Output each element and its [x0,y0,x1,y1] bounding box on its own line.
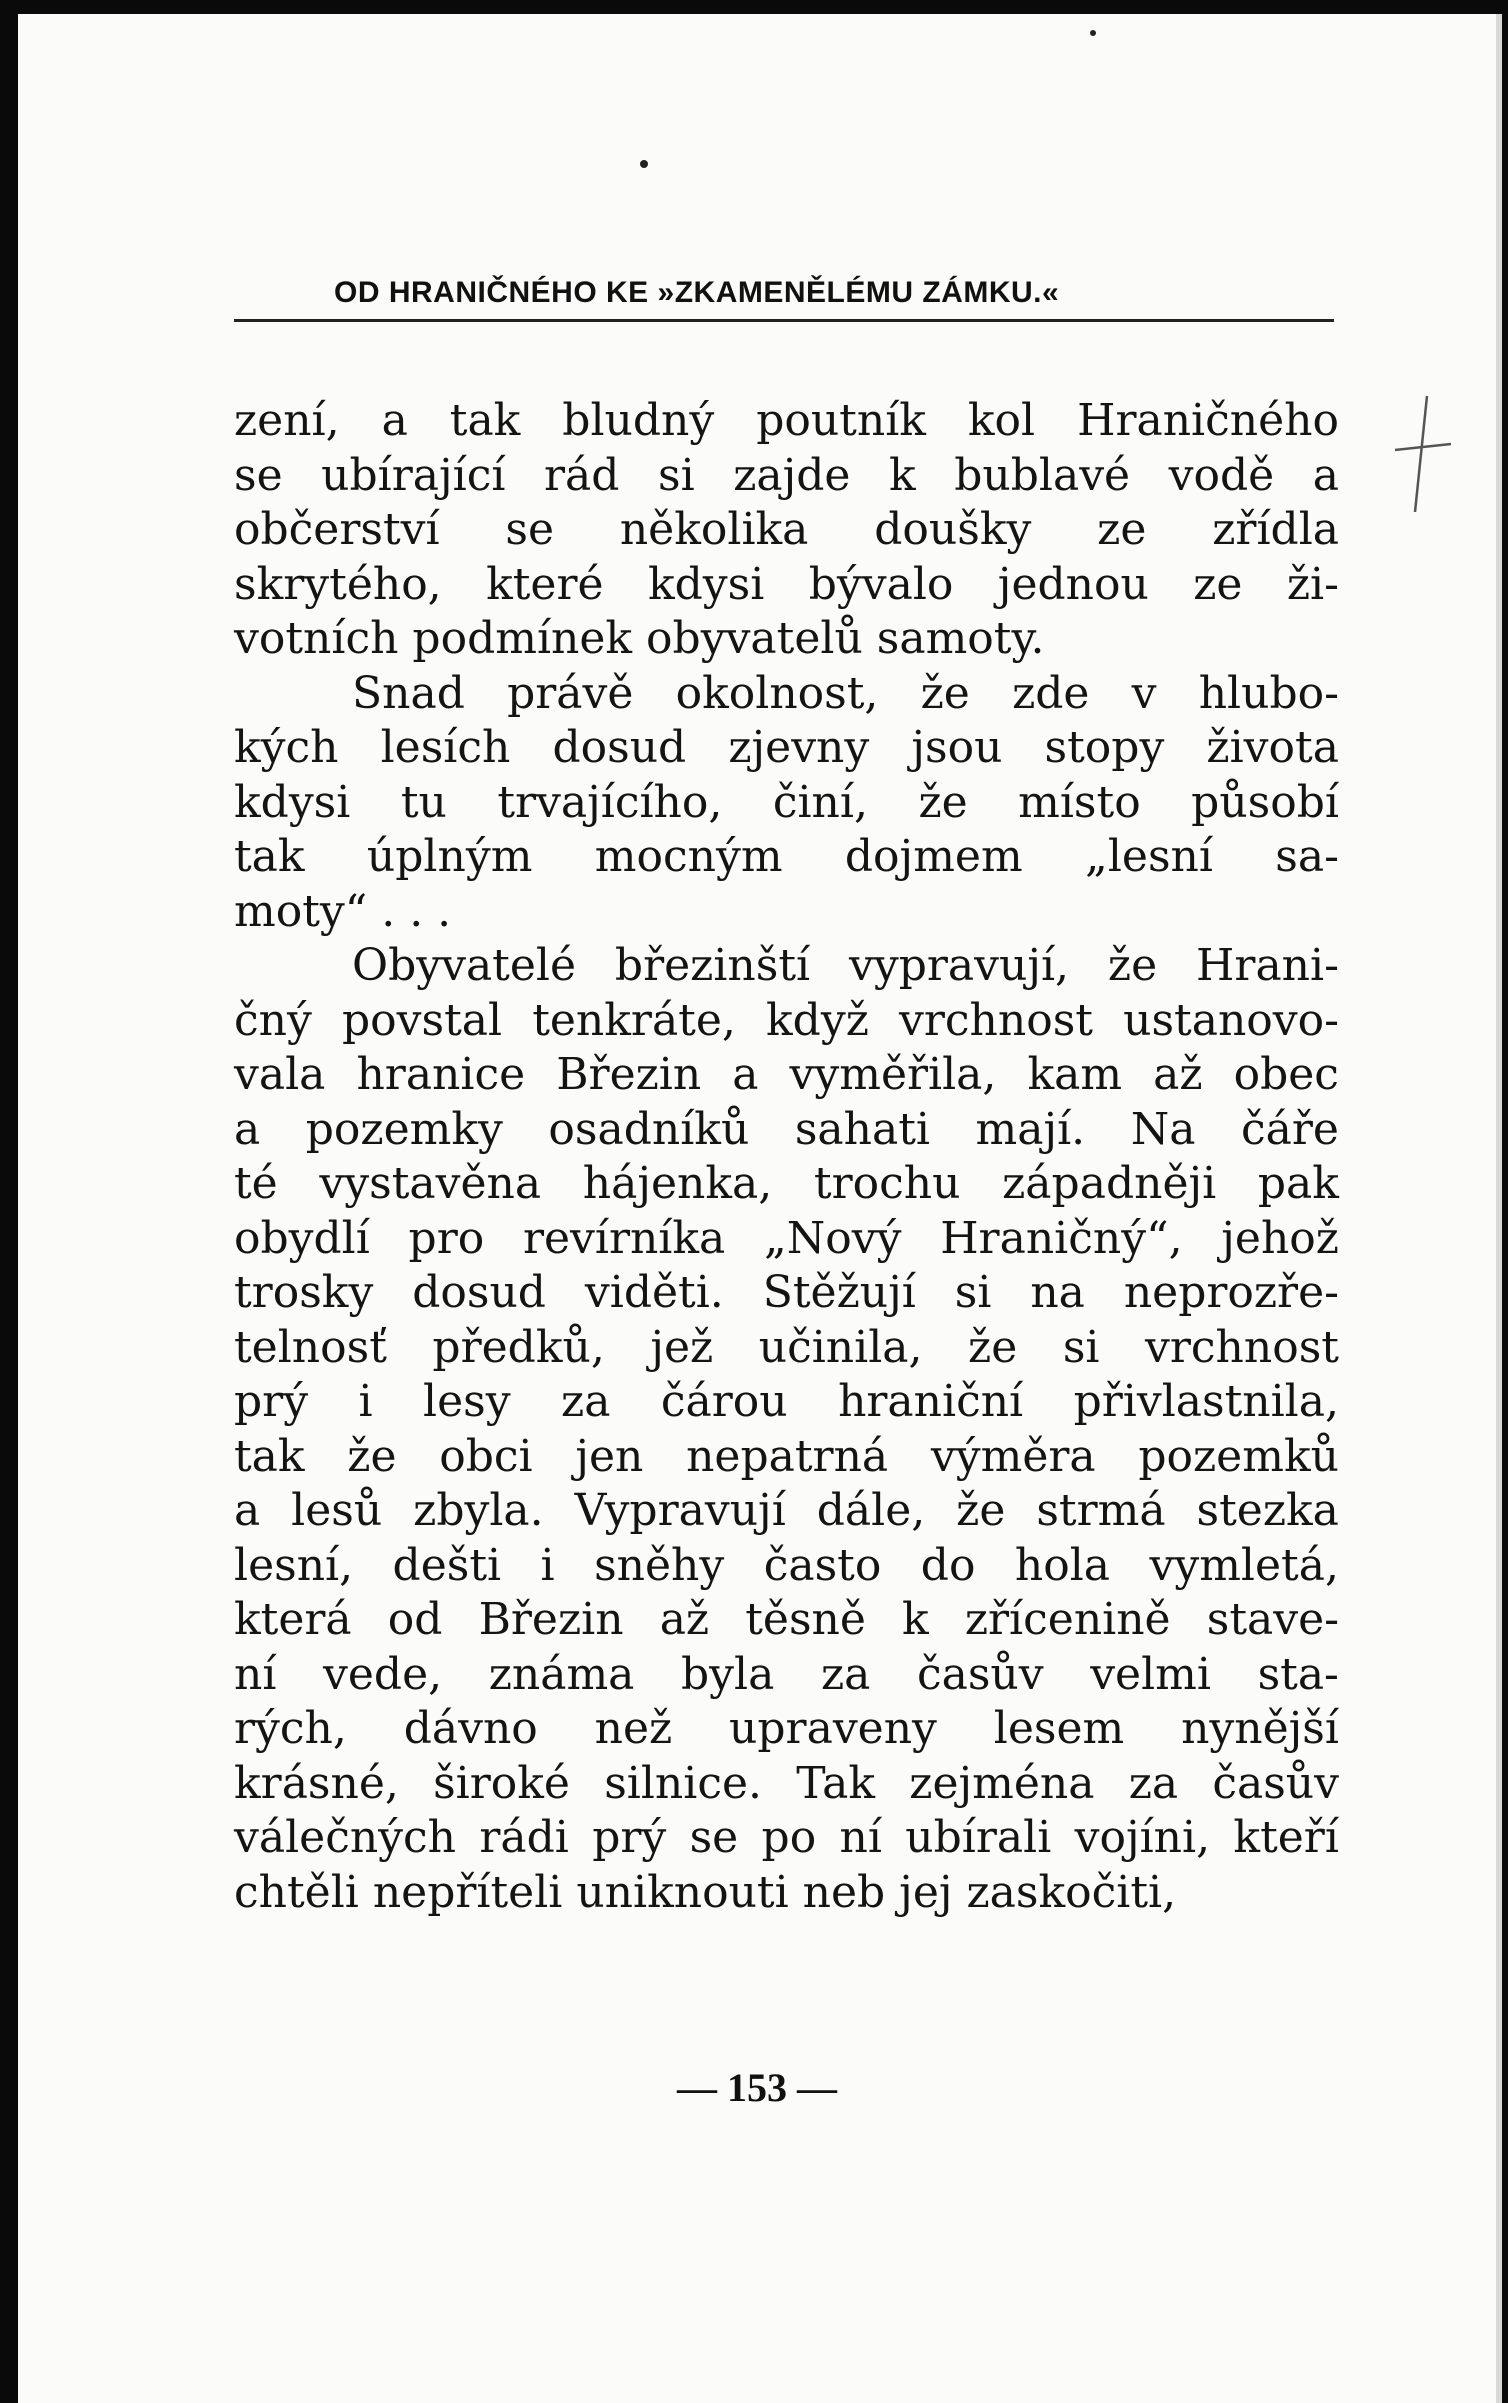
text-line: moty“ . . . [234,885,452,937]
ink-speck [1090,30,1096,36]
text-line: té vystavěna hájenka, trochu západněji pak [234,1158,1339,1209]
text-line: trosky dosud viděti. Stěžují si na neprozře- [234,1267,1339,1318]
text-line: Obyvatelé březinští vypravují, že Hrani- [352,940,1339,991]
text-line: krásné, široké silnice. Tak zejména za časův [234,1757,1339,1809]
text-line: a lesů zbyla. Vypravují dále, že strmá stezka [234,1485,1339,1536]
text-line: telnosť předků, jež učinila, že si vrchnost [234,1321,1339,1373]
text-line: rých, dávno než upraveny lesem nynější [234,1703,1339,1754]
text-line: obydlí pro revírníka „Nový Hraničný“, jehož [234,1212,1339,1264]
text-line: tak že obci jen nepatrná výměra pozemků [234,1430,1339,1482]
book-page [18,14,1502,2403]
paragraph-3 [234,939,1339,1920]
text-line: skrytého, které kdysi bývalo jednou ze ži- [234,558,1339,610]
text-line: čný povstal tenkráte, když vrchnost ustanovo- [234,994,1339,1046]
text-line: která od Březin až těsně k zřícenině stave- [234,1594,1339,1645]
text-line: chtěli nepříteli uniknouti neb jej zaskočiti, [234,1866,1177,1918]
text-line: tak úplným mocným dojmem „lesní sa- [234,831,1339,882]
margin-pencil-mark [1393,392,1453,522]
text-line: válečných rádi prý se po ní ubírali vojíni, kteří [234,1812,1339,1863]
text-line: lesní, dešti i sněhy často do hola vymletá, [234,1539,1339,1591]
paragraph-2 [234,667,1339,940]
text-line: prý i lesy za čárou hraniční přivlastnila, [234,1376,1339,1427]
body-text [234,394,1339,1920]
text-line: a pozemky osadníků sahati mají. Na čáře [234,1103,1339,1155]
text-line: votních podmínek obyvatelů samoty. [234,613,1045,664]
header-rule [234,319,1334,322]
text-line: zení, a tak bludný poutník kol Hraničného [234,395,1339,446]
text-line: kdysi tu trvajícího, činí, že místo působí [234,776,1339,828]
paragraph-1 [234,394,1339,667]
text-line: kých lesích dosud zjevny jsou stopy života [234,722,1339,773]
page-number: — 153 — [677,2065,837,2110]
text-line: Snad právě okolnost, že zde v hlubo- [352,667,1339,719]
text-line: vala hranice Březin a vyměřila, kam až obec [234,1049,1339,1100]
text-line: občerství se několika doušky ze zřídla [234,504,1339,555]
text-line: se ubírající rád si zajde k bublavé vodě a [234,449,1339,501]
running-header: OD HRANIČNÉHO KE »ZKAMENĚLÉMU ZÁMKU.« [334,276,1060,309]
ink-speck [640,160,648,168]
text-line: ní vede, známa byla za časův velmi sta- [234,1648,1339,1700]
